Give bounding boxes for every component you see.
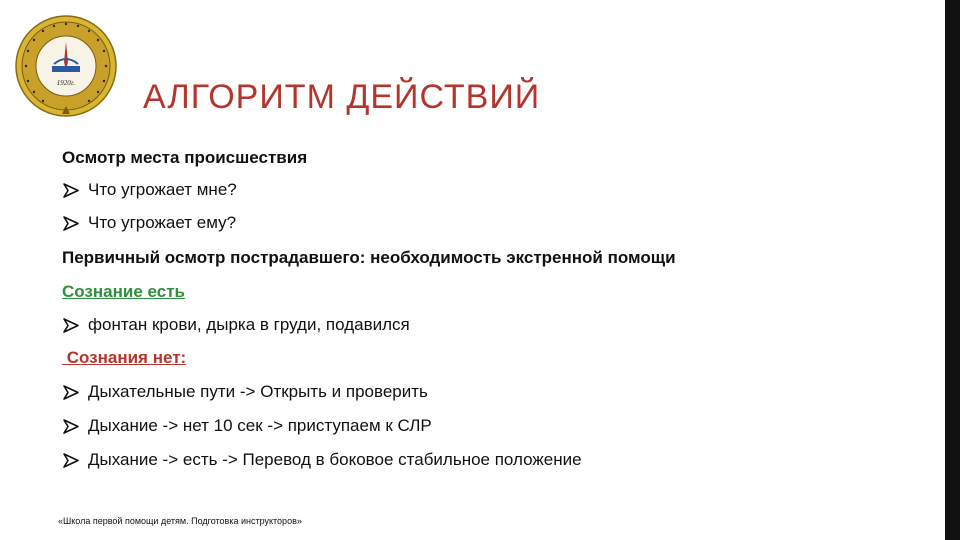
list-item (62, 315, 410, 335)
arrow-bullet-icon (62, 418, 80, 435)
right-edge-bar (945, 0, 960, 540)
list-item-text: Дыхание -> нет 10 сек -> приступаем к СЛР (88, 416, 432, 435)
arrow-bullet-icon (62, 215, 80, 232)
arrow-bullet-icon (62, 452, 80, 469)
list-item (62, 382, 428, 402)
list-item (62, 213, 236, 233)
section-heading: Осмотр места происшествия (62, 148, 308, 167)
list-item-text: Что угрожает мне? (88, 180, 237, 199)
slide-title: АЛГОРИТМ ДЕЙСТВИЙ (143, 78, 541, 116)
section-heading: Первичный осмотр пострадавшего: необходимость экстренной помощи (62, 248, 676, 267)
list-item (62, 180, 237, 200)
list-item-text: фонтан крови, дырка в груди, подавился (88, 315, 410, 334)
subheading-consciousness-absent: Сознания нет: (62, 348, 187, 367)
list-item (62, 416, 432, 436)
list-item (62, 450, 582, 470)
svg-text:1920г.: 1920г. (56, 79, 76, 87)
list-item-text: Что угрожает ему? (88, 213, 237, 232)
list-item-text: Дыхание -> есть -> Перевод в боковое стабильное положение (88, 450, 582, 469)
footer-caption: «Школа первой помощи детям. Подготовка инструкторов» (58, 516, 302, 526)
emblem-logo (14, 14, 118, 118)
list-item-text: Дыхательные пути -> Открыть и проверить (88, 382, 428, 401)
subheading-consciousness-present: Сознание есть (62, 282, 185, 301)
arrow-bullet-icon (62, 384, 80, 401)
arrow-bullet-icon (62, 317, 80, 334)
arrow-bullet-icon (62, 182, 80, 199)
